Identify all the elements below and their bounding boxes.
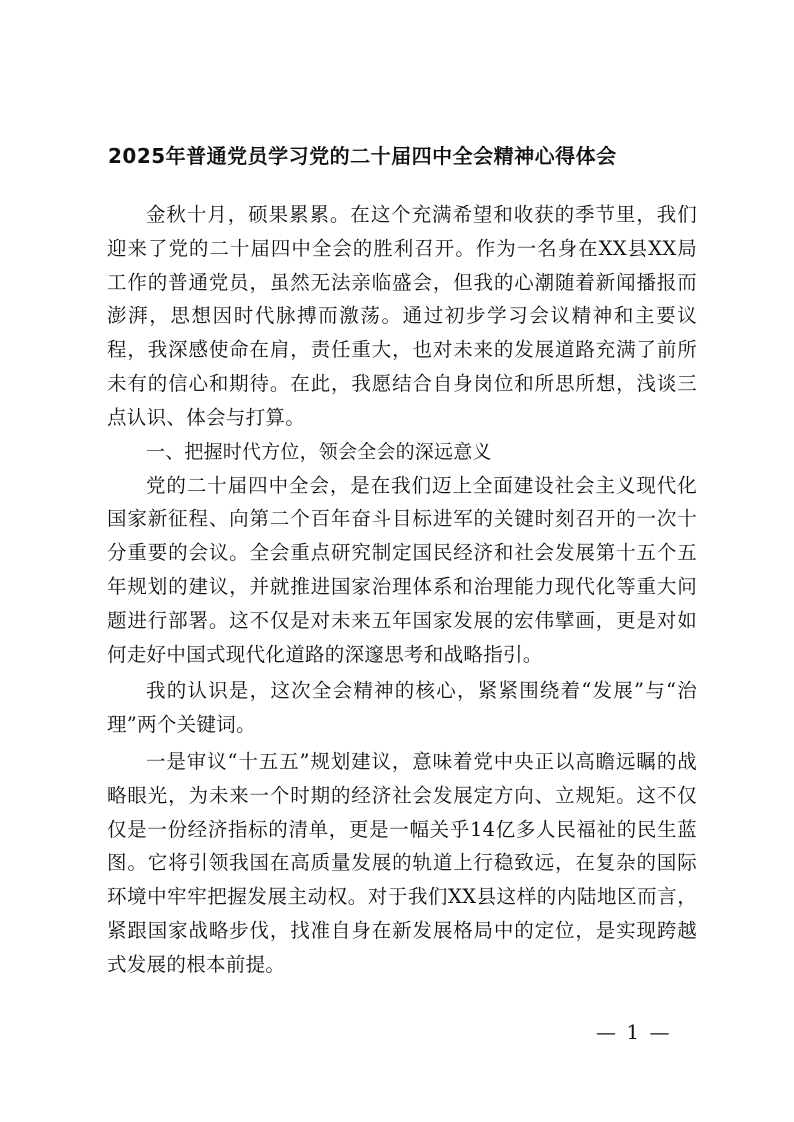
body-paragraph: 党的二十届四中全会，是在我们迈上全面建设社会主义现代化国家新征程、向第二个百年奋斗目标进军的关键时刻召开的一次十分重要的会议。全会重点研究制定国民经济和社会发展第十五个五年规划的建议，并就推进国家治理体系和治理能力现代化等重大问题进行部署。这不仅是对未来五年国家发展的宏伟擘画，更是对如何走好中国式现代化道路的深邃思考和战略指引。 (107, 473, 697, 666)
document-title: 2025年普通党员学习党的二十届四中全会精神心得体会 (108, 144, 617, 168)
body-paragraph: 我的认识是，这次全会精神的核心，紧紧围绕着“发展”与“治理”两个关键词。 (107, 679, 697, 737)
page-number: — 1 — (596, 1020, 672, 1044)
intro-paragraph: 金秋十月，硕果累累。在这个充满希望和收获的季节里，我们迎来了党的二十届四中全会的胜利召开。作为一名身在XX县XX局工作的普通党员，虽然无法亲临盛会，但我的心潮随着新闻播报而澎湃，思想因时代脉搏而激荡。通过初步学习会议精神和主要议程，我深感使命在肩，责任重大，也对未来的发展道路充满了前所未有的信心和期待。在此，我愿结合自身岗位和所思所想，浅谈三点认识、体会与打算。 (107, 203, 697, 429)
document-body (107, 198, 697, 982)
section-heading: 一、把握时代方位，领会全会的深远意义 (146, 440, 492, 463)
body-paragraph: 一是审议“十五五”规划建议，意味着党中央正以高瞻远瞩的战略眼光，为未来一个时期的经济社会发展定方向、立规矩。这不仅仅是一份经济指标的清单，更是一幅关乎14亿多人民福祉的民生蓝图。它将引领我国在高质量发展的轨道上行稳致远，在复杂的国际环境中牢牢把握发展主动权。对于我们XX县这样的内陆地区而言，紧跟国家战略步伐，找准自身在新发展格局中的定位，是实现跨越式发展的根本前提。 (107, 749, 697, 976)
